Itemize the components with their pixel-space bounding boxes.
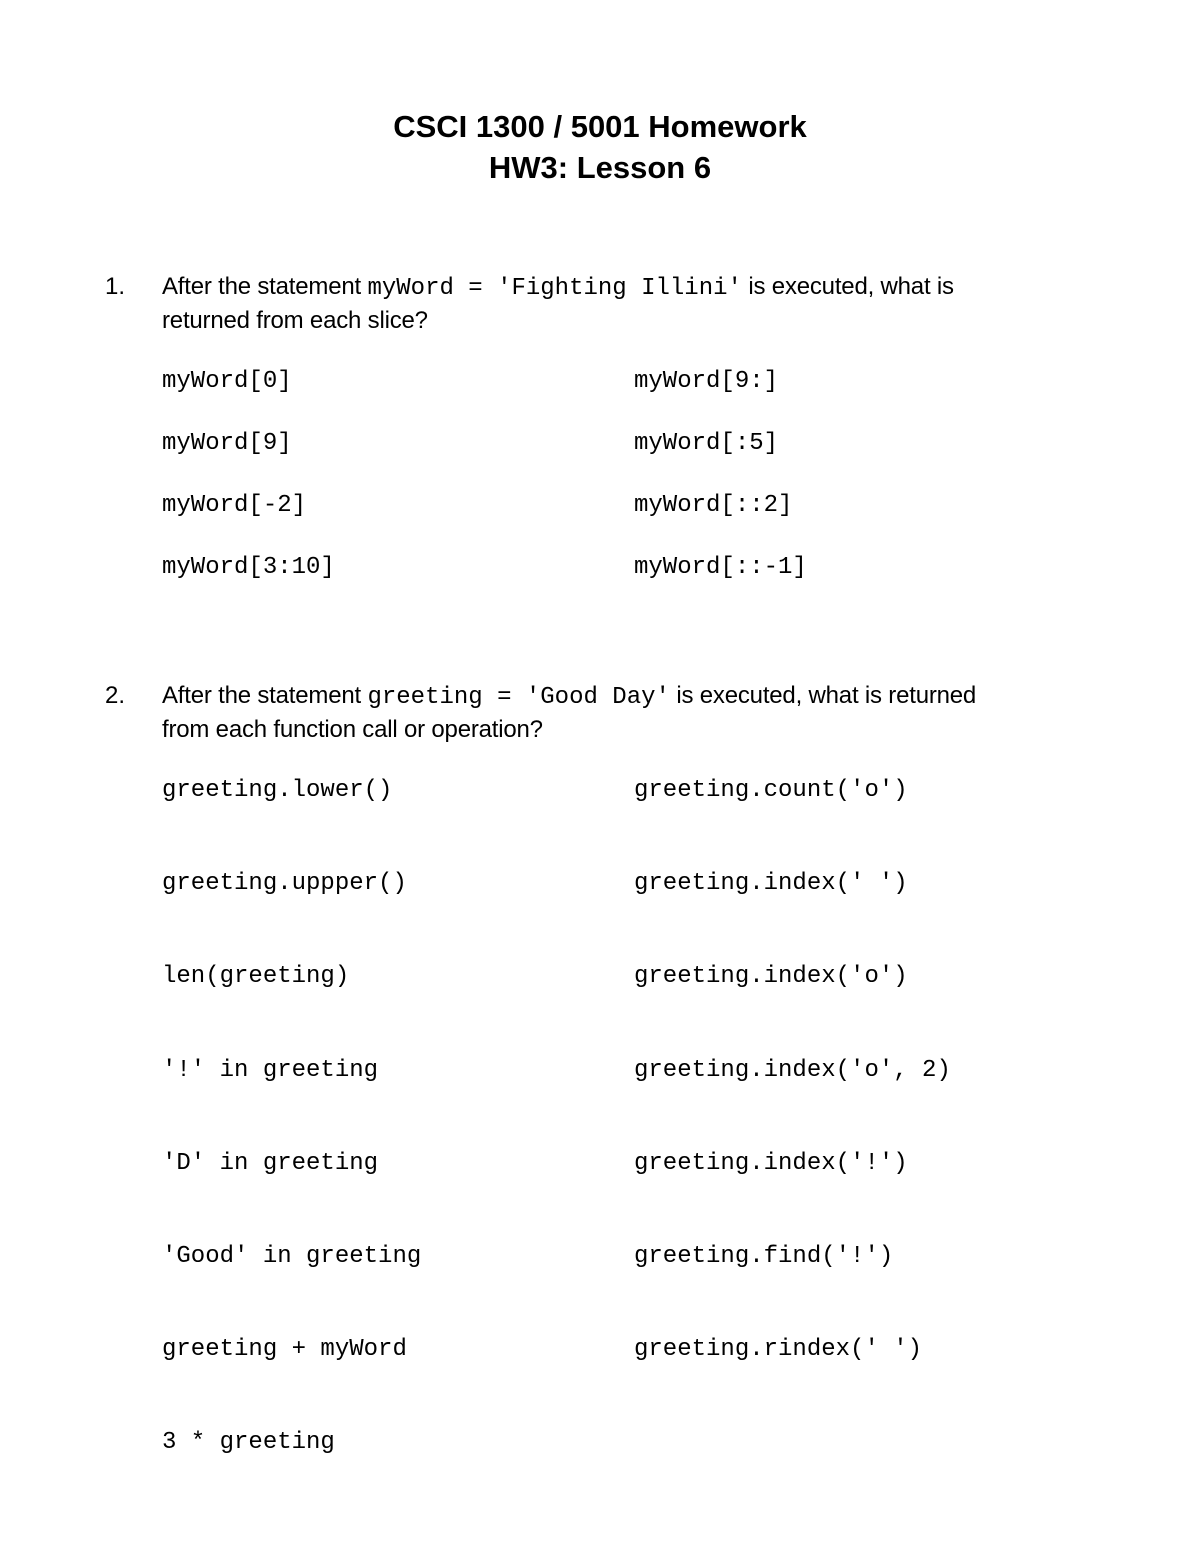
q2-left-item: len(greeting)	[162, 963, 350, 990]
question-1-number: 1.	[105, 273, 126, 300]
q2-right-item: greeting.rindex(' ')	[634, 1336, 923, 1363]
page-title: CSCI 1300 / 5001 Homework	[393, 109, 807, 144]
q1-right-item: myWord[::-1]	[634, 554, 807, 581]
question-2-code-statement: greeting = 'Good Day'	[367, 684, 670, 711]
q2-right-item: greeting.find('!')	[634, 1243, 894, 1270]
question-1-text-after: is executed, what is	[741, 273, 954, 300]
question-2-text-line2: from each function call or operation?	[162, 716, 543, 743]
q1-left-item: myWord[3:10]	[162, 554, 335, 581]
q1-left-item: myWord[-2]	[162, 492, 307, 519]
q1-right-item: myWord[9:]	[634, 368, 779, 395]
q1-right-item: myWord[:5]	[634, 430, 779, 457]
question-1-code-statement: myWord = 'Fighting Illini'	[367, 275, 742, 302]
question-1-prompt	[162, 271, 1142, 337]
question-1-text-line2: returned from each slice?	[162, 307, 428, 334]
q2-left-item: 'Good' in greeting	[162, 1243, 422, 1270]
q2-right-item: greeting.index(' ')	[634, 870, 908, 897]
page-subtitle: HW3: Lesson 6	[488, 150, 712, 185]
q1-left-item: myWord[0]	[162, 368, 292, 395]
q2-left-item: greeting + myWord	[162, 1336, 407, 1363]
q2-left-item: 'D' in greeting	[162, 1150, 379, 1177]
q2-left-item: greeting.lower()	[162, 777, 393, 804]
question-2-number: 2.	[105, 682, 126, 709]
q1-left-item: myWord[9]	[162, 430, 292, 457]
q2-left-item: '!' in greeting	[162, 1057, 379, 1084]
question-1-text-before: After the statement	[162, 273, 368, 300]
question-2-text-before: After the statement	[162, 682, 368, 709]
question-2-prompt	[162, 680, 1142, 746]
question-2-text-after: is executed, what is returned	[669, 682, 977, 709]
q1-right-item: myWord[::2]	[634, 492, 793, 519]
q2-right-item: greeting.index('o')	[634, 963, 908, 990]
q2-right-item: greeting.index('!')	[634, 1150, 908, 1177]
q2-right-item: greeting.index('o', 2)	[634, 1057, 951, 1084]
q2-left-item: 3 * greeting	[162, 1429, 335, 1456]
q2-right-item: greeting.count('o')	[634, 777, 908, 804]
q2-left-item: greeting.uppper()	[162, 870, 407, 897]
